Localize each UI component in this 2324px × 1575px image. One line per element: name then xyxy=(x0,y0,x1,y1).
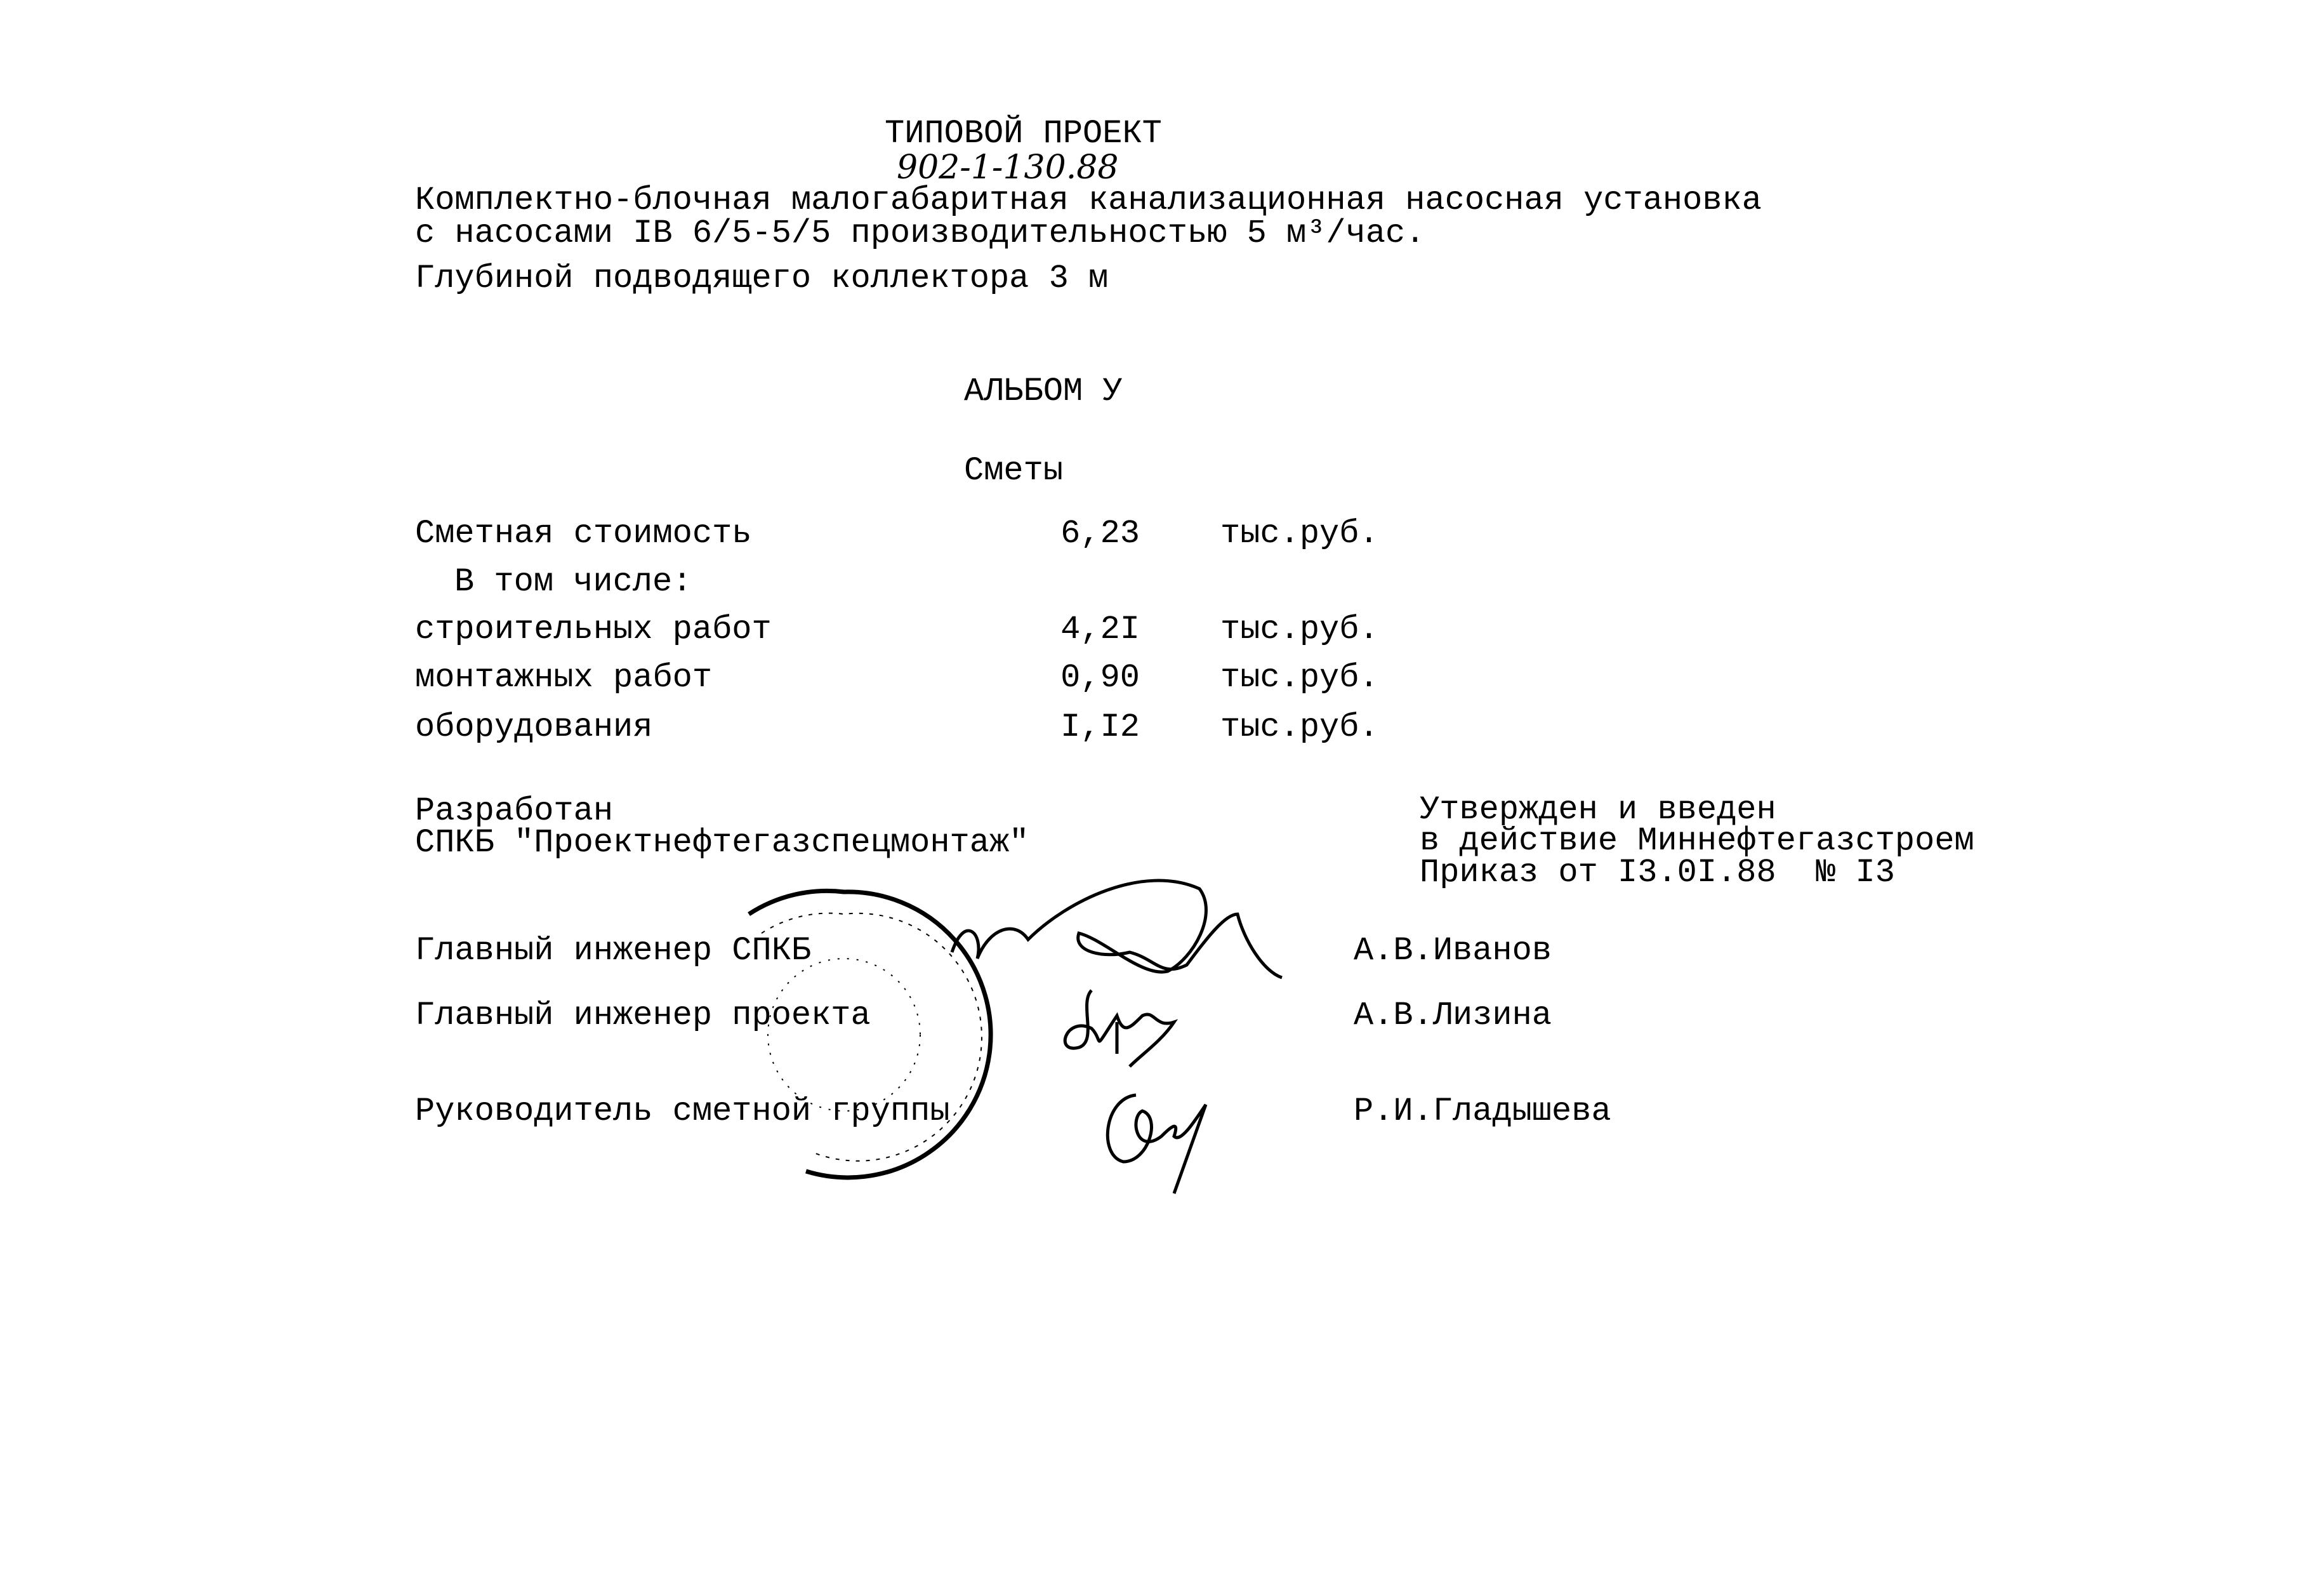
signatory-role: Руководитель сметной группы xyxy=(415,1093,950,1130)
document-title: ТИПОВОЙ ПРОЕКТ xyxy=(885,115,1162,152)
signatory-name: Р.И.Гладышева xyxy=(1354,1093,1611,1130)
description-line-2: с насосами IВ 6/5-5/5 производительностью 5 м³/час. xyxy=(415,215,1425,252)
cost-value: 4,2I xyxy=(1060,611,1140,648)
cost-unit: тыс.руб. xyxy=(1220,611,1379,648)
album-label: АЛЬБОМ У xyxy=(964,373,1123,410)
developer-organization: СПКБ "Проектнефтегазспецмонтаж" xyxy=(415,824,1029,861)
cost-value: 6,23 xyxy=(1060,515,1140,552)
signatory-name: А.В.Иванов xyxy=(1354,932,1552,969)
signatory-name: А.В.Лизина xyxy=(1354,997,1552,1034)
cost-unit: тыс.руб. xyxy=(1220,659,1379,696)
cost-unit: тыс.руб. xyxy=(1220,708,1379,746)
signatures xyxy=(952,881,1282,1193)
developed-by-label: Разработан xyxy=(415,792,614,830)
approved-line-1: Утвержден и введен xyxy=(1420,791,1776,828)
approval-order: Приказ от I3.0I.88 № I3 xyxy=(1420,854,1895,891)
project-number: 902-1-130.88 xyxy=(897,149,1119,187)
cost-value: I,I2 xyxy=(1060,708,1140,746)
description-line-3: Глубиной подводящего коллектора 3 м xyxy=(415,260,1109,297)
signatory-role: Главный инженер СПКБ xyxy=(415,932,812,969)
description-line-1: Комплектно-блочная малогабаритная канализационная насосная установка xyxy=(415,182,1762,219)
section-title: Сметы xyxy=(964,452,1064,489)
cost-label: оборудования xyxy=(415,708,653,746)
cost-label: монтажных работ xyxy=(415,659,713,696)
signatory-role: Главный инженер проекта xyxy=(415,997,871,1034)
cost-subheading: В том числе: xyxy=(454,563,692,601)
cost-unit: тыс.руб. xyxy=(1220,515,1379,552)
cost-label: Сметная стоимость xyxy=(415,515,752,552)
approved-line-2: в действие Миннефтегазстроем xyxy=(1420,822,1974,860)
cost-label: строительных работ xyxy=(415,611,772,648)
cost-value: 0,90 xyxy=(1060,659,1140,696)
